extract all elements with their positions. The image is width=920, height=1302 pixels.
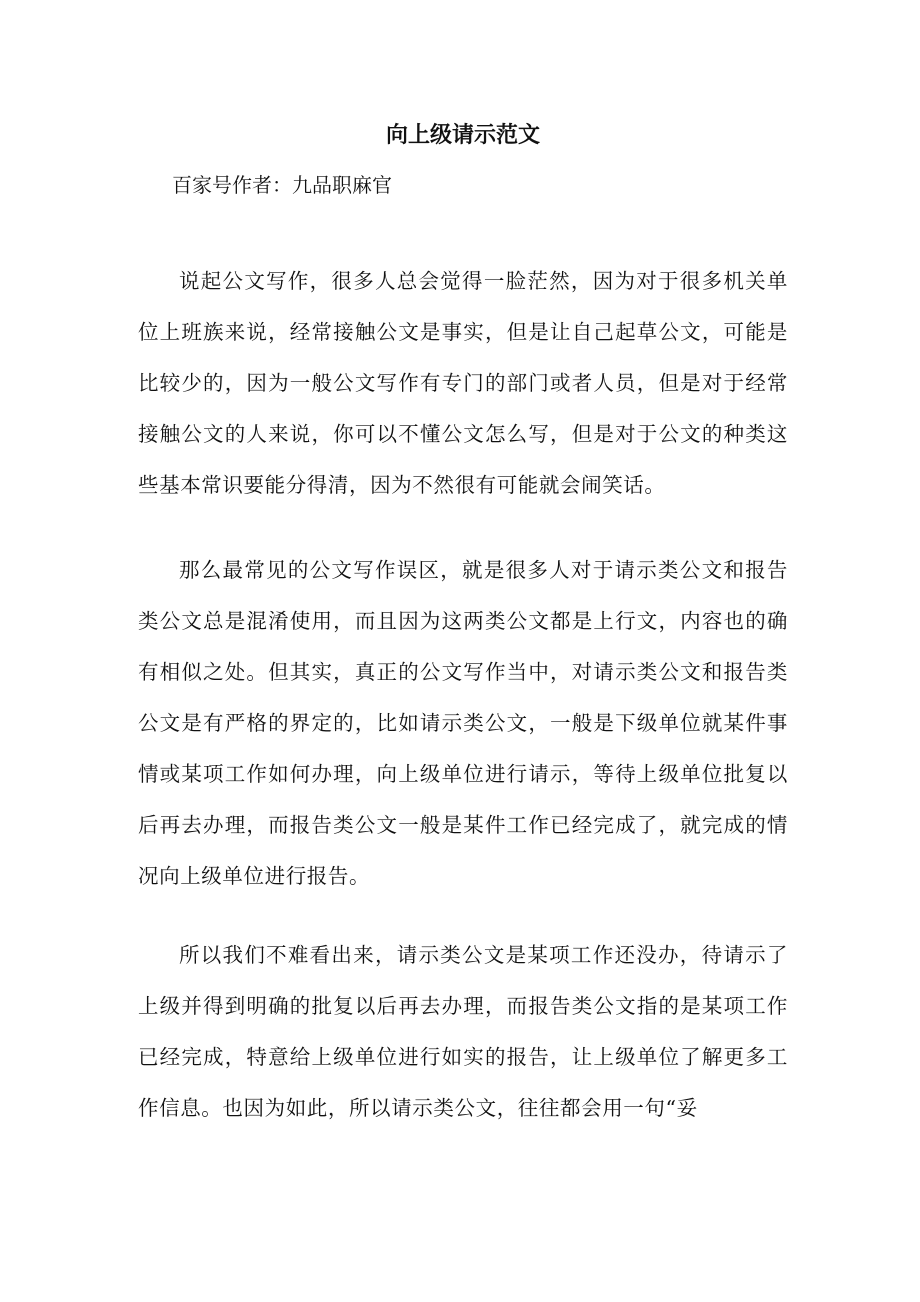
body-paragraph-3: 所以我们不难看出来，请示类公文是某项工作还没办，待请示了上级并得到明确的批复以后再去办理，而报告类公文指的是某项工作已经完成，特意给上级单位进行如实的报告，让上级单位了解更多工作信息。也因为如此，所以请示类公文，往往都会用一句“妥	[138, 943, 788, 1120]
body-paragraph-2: 那么最常见的公文写作误区，就是很多人对于请示类公文和报告类公文总是混淆使用，而且因为这两类公文都是上行文，内容也的确有相似之处。但其实，真正的公文写作当中，对请示类公文和报告类公文是有严格的界定的，比如请示类公文，一般是下级单位就某件事情或某项工作如何办理，向上级单位进行请示，等待上级单位批复以后再去办理，而报告类公文一般是某件工作已经完成了，就完成的情况向上级单位进行报告。	[138, 558, 788, 888]
body-paragraph-1: 说起公文写作，很多人总会觉得一脸茫然，因为对于很多机关单位上班族来说，经常接触公文是事实，但是让自己起草公文，可能是比较少的，因为一般公文写作有专门的部门或者人员，但是对于经常接触公文的人来说，你可以不懂公文怎么写，但是对于公文的种类这些基本常识要能分得清，因为不然很有可能就会闹笑话。	[138, 269, 788, 497]
author-line: 百家号作者：九品职麻官	[172, 173, 392, 197]
document-title: 向上级请示范文	[385, 122, 540, 148]
